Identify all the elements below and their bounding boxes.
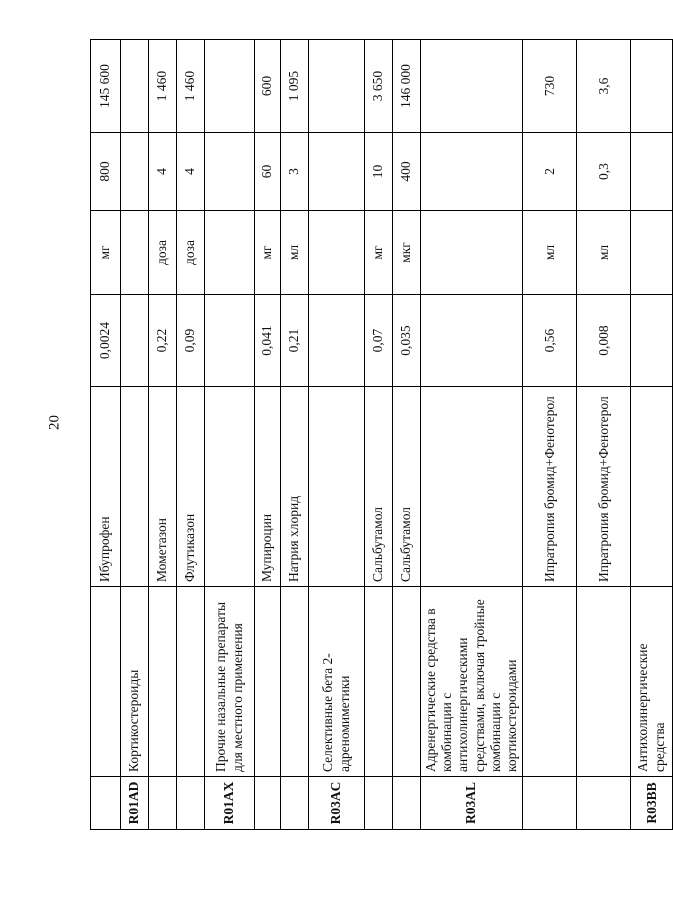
ddd-cell: 0,56 (523, 295, 577, 387)
atc-code-cell: R01AX (205, 777, 255, 830)
quantity-cell: 3 (281, 133, 309, 211)
table-row (421, 40, 523, 830)
unit-cell (631, 211, 673, 295)
drug-name-cell: Ипратропия бромид+Фенотерол (577, 387, 631, 587)
table-row (255, 40, 281, 830)
unit-cell: мг (91, 211, 121, 295)
atc-code-cell (523, 777, 577, 830)
atc-code-cell (91, 777, 121, 830)
atc-code-cell (393, 777, 421, 830)
drug-name-cell (205, 387, 255, 587)
group-name-cell (365, 587, 393, 777)
drug-name-cell (309, 387, 365, 587)
table-row (281, 40, 309, 830)
unit-cell (421, 211, 523, 295)
total-cell: 3,6 (577, 40, 631, 133)
total-cell: 1 095 (281, 40, 309, 133)
unit-cell: мл (577, 211, 631, 295)
quantity-cell (121, 133, 149, 211)
drug-name-cell: Ибупрофен (91, 387, 121, 587)
table-row (309, 40, 365, 830)
ddd-cell (205, 295, 255, 387)
atc-code-cell (177, 777, 205, 830)
table-row (393, 40, 421, 830)
group-name-cell: Кортикостероиды (121, 587, 149, 777)
drug-name-cell (421, 387, 523, 587)
group-name-cell (149, 587, 177, 777)
table-row (577, 40, 631, 830)
drug-name-cell: Ипратропия бромид+Фенотерол (523, 387, 577, 587)
drug-name-cell: Сальбутамол (365, 387, 393, 587)
total-cell (205, 40, 255, 133)
atc-code-cell: R03BB (631, 777, 673, 830)
total-cell: 600 (255, 40, 281, 133)
total-cell (421, 40, 523, 133)
total-cell: 730 (523, 40, 577, 133)
quantity-cell (309, 133, 365, 211)
group-name-cell: Селективные бета 2-адреномиметики (309, 587, 365, 777)
ddd-cell: 0,035 (393, 295, 421, 387)
ddd-cell: 0,21 (281, 295, 309, 387)
drug-table (90, 39, 673, 830)
atc-code-cell (281, 777, 309, 830)
total-cell (121, 40, 149, 133)
ddd-cell: 0,008 (577, 295, 631, 387)
group-name-cell (281, 587, 309, 777)
table-body (91, 40, 673, 830)
unit-cell: мг (255, 211, 281, 295)
rotated-table-container (90, 40, 667, 830)
group-name-cell (91, 587, 121, 777)
table-row (177, 40, 205, 830)
table-row (205, 40, 255, 830)
atc-code-cell (365, 777, 393, 830)
unit-cell: доза (149, 211, 177, 295)
group-name-cell: Адренергические средства в комбинации с антихолинергическими средствами, включая тройные комбинации с кортикостероидами (421, 587, 523, 777)
total-cell: 3 650 (365, 40, 393, 133)
ddd-cell (421, 295, 523, 387)
drug-name-cell (631, 387, 673, 587)
ddd-cell: 0,041 (255, 295, 281, 387)
group-name-cell (393, 587, 421, 777)
drug-name-cell: Натрия хлорид (281, 387, 309, 587)
ddd-cell (631, 295, 673, 387)
quantity-cell: 4 (177, 133, 205, 211)
table-row (121, 40, 149, 830)
drug-name-cell: Флутиказон (177, 387, 205, 587)
quantity-cell: 60 (255, 133, 281, 211)
ddd-cell: 0,09 (177, 295, 205, 387)
table-row (631, 40, 673, 830)
total-cell (631, 40, 673, 133)
atc-code-cell (255, 777, 281, 830)
unit-cell: мл (281, 211, 309, 295)
quantity-cell: 0,3 (577, 133, 631, 211)
quantity-cell: 2 (523, 133, 577, 211)
total-cell: 1 460 (149, 40, 177, 133)
page-number: 20 (46, 415, 63, 430)
drug-name-cell (121, 387, 149, 587)
atc-code-cell (149, 777, 177, 830)
total-cell (309, 40, 365, 133)
unit-cell: мл (523, 211, 577, 295)
drug-name-cell: Сальбутамол (393, 387, 421, 587)
quantity-cell: 400 (393, 133, 421, 211)
drug-name-cell: Мупироцин (255, 387, 281, 587)
atc-code-cell: R01AD (121, 777, 149, 830)
atc-code-cell (577, 777, 631, 830)
table-row (365, 40, 393, 830)
quantity-cell (421, 133, 523, 211)
group-name-cell (577, 587, 631, 777)
unit-cell: доза (177, 211, 205, 295)
atc-code-cell: R03AL (421, 777, 523, 830)
unit-cell: мг (365, 211, 393, 295)
total-cell: 146 000 (393, 40, 421, 133)
group-name-cell (255, 587, 281, 777)
quantity-cell: 800 (91, 133, 121, 211)
drug-name-cell: Мометазон (149, 387, 177, 587)
table-row (523, 40, 577, 830)
ddd-cell (309, 295, 365, 387)
ddd-cell: 0,0024 (91, 295, 121, 387)
group-name-cell: Прочие назальные препараты для местного применения (205, 587, 255, 777)
unit-cell: мкг (393, 211, 421, 295)
ddd-cell: 0,22 (149, 295, 177, 387)
ddd-cell: 0,07 (365, 295, 393, 387)
total-cell: 145 600 (91, 40, 121, 133)
group-name-cell (177, 587, 205, 777)
quantity-cell: 10 (365, 133, 393, 211)
quantity-cell (631, 133, 673, 211)
ddd-cell (121, 295, 149, 387)
unit-cell (121, 211, 149, 295)
group-name-cell (523, 587, 577, 777)
unit-cell (309, 211, 365, 295)
unit-cell (205, 211, 255, 295)
group-name-cell: Антихолинергические средства (631, 587, 673, 777)
table-row (149, 40, 177, 830)
total-cell: 1 460 (177, 40, 205, 133)
table-row (91, 40, 121, 830)
quantity-cell: 4 (149, 133, 177, 211)
quantity-cell (205, 133, 255, 211)
atc-code-cell: R03AC (309, 777, 365, 830)
